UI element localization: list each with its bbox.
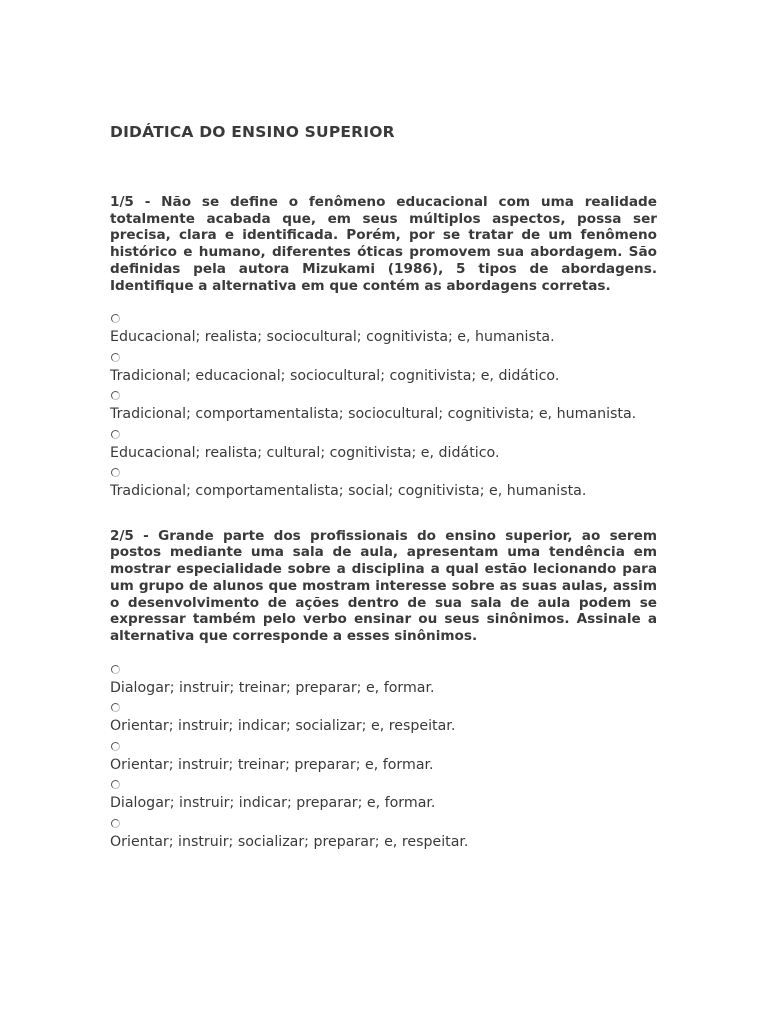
document-page xyxy=(110,122,657,850)
question-1-option-d[interactable] xyxy=(110,430,657,462)
option-label: Dialogar; instruir; indicar; preparar; e, formar. xyxy=(110,795,436,812)
question-2-option-e[interactable] xyxy=(110,819,657,851)
option-label: Dialogar; instruir; treinar; preparar; e, formar. xyxy=(110,679,435,696)
radio-button[interactable] xyxy=(111,430,120,439)
radio-button[interactable] xyxy=(111,314,120,323)
question-1-option-b[interactable] xyxy=(110,353,657,385)
question-1-option-c[interactable] xyxy=(110,391,657,423)
question-2-option-d[interactable] xyxy=(110,780,657,812)
radio-button[interactable] xyxy=(111,780,120,789)
radio-button[interactable] xyxy=(111,391,120,400)
question-2-option-a[interactable] xyxy=(110,665,657,697)
question-2-text: 2/5 - Grande parte dos profissionais do ensino superior, ao serem postos mediante uma sala de aula, apresentam uma tendência em mostrar especialidade sobre a disciplina a qual estão lecionando para um grupo de alunos que mostram interesse sobre as suas aulas, assim o desenvolvimento de ações dentro de sua sala de aula podem se expressar também pelo verbo ensinar ou seus sinônimos. Assinale a alternativa que corresponde a esses sinônimos. xyxy=(110,527,657,644)
question-1-option-e[interactable] xyxy=(110,468,657,500)
option-label: Orientar; instruir; socializar; preparar; e, respeitar. xyxy=(110,833,469,850)
option-label: Orientar; instruir; treinar; preparar; e, formar. xyxy=(110,756,434,773)
option-label: Tradicional; comportamentalista; social; cognitivista; e, humanista. xyxy=(110,483,587,500)
radio-button[interactable] xyxy=(111,665,120,674)
option-label: Tradicional; educacional; sociocultural; cognitivista; e, didático. xyxy=(110,367,560,384)
radio-button[interactable] xyxy=(111,468,120,477)
radio-button[interactable] xyxy=(111,353,120,362)
radio-button[interactable] xyxy=(111,742,120,751)
option-label: Orientar; instruir; indicar; socializar; e, respeitar. xyxy=(110,718,456,735)
radio-button[interactable] xyxy=(111,819,120,828)
question-1-text: 1/5 - Não se define o fenômeno educacional com uma realidade totalmente acabada que, em seus múltiplos aspectos, possa ser precisa, clara e identificada. Porém, por se tratar de um fenômeno histórico e humano, diferentes óticas promovem sua abordagem. São definidas pela autora Mizukami (1986), 5 tipos de abordagens. Identifique a alternativa em que contém as abordagens corretas. xyxy=(110,194,657,294)
radio-button[interactable] xyxy=(111,703,120,712)
option-label: Educacional; realista; sociocultural; cognitivista; e, humanista. xyxy=(110,329,555,346)
question-1-options xyxy=(110,314,657,500)
document-title: DIDÁTICA DO ENSINO SUPERIOR xyxy=(110,123,395,141)
question-2-option-c[interactable] xyxy=(110,742,657,774)
question-1-option-a[interactable] xyxy=(110,314,657,346)
option-label: Educacional; realista; cultural; cognitivista; e, didático. xyxy=(110,444,500,461)
question-2-option-b[interactable] xyxy=(110,703,657,735)
option-label: Tradicional; comportamentalista; sociocultural; cognitivista; e, humanista. xyxy=(110,406,637,423)
question-2-options xyxy=(110,665,657,851)
